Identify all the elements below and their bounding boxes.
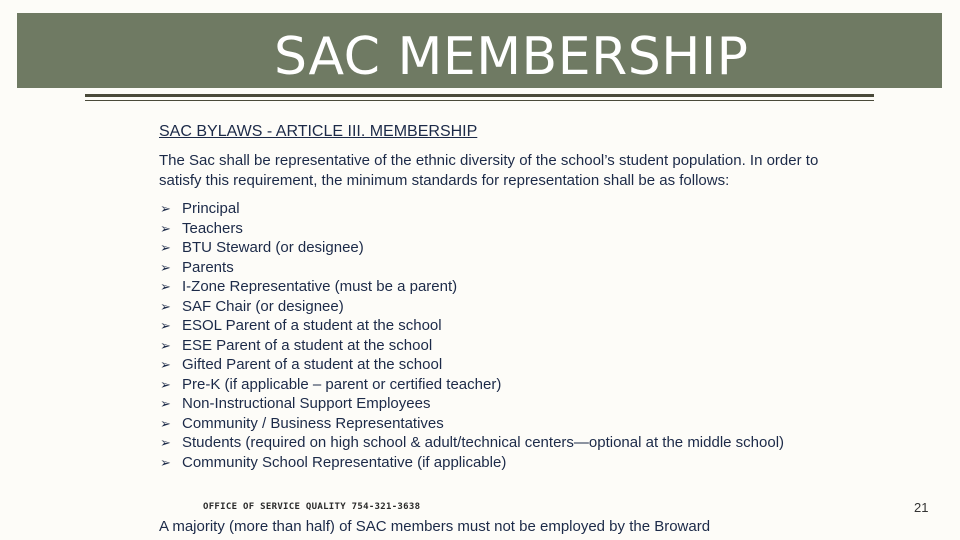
arrow-bullet-icon: ➢	[160, 201, 171, 216]
list-item: ➢ I-Zone Representative (must be a parent)	[160, 278, 458, 295]
arrow-bullet-icon: ➢	[160, 298, 171, 314]
list-item: ➢ Teachers	[160, 219, 243, 237]
list-item: ➢ Parents	[160, 258, 234, 276]
list-item: ➢ Pre-K (if applicable – parent or certified teacher)	[160, 375, 502, 393]
list-item: ➢ BTU Steward (or designee)	[160, 239, 364, 256]
arrow-bullet-icon: ➢	[160, 376, 171, 392]
membership-list	[159, 199, 859, 472]
intro-paragraph: The Sac shall be representative of the ethnic diversity of the school’s student population. In order to satisfy this requirement, the minimum standards for representation shall be as follows:	[159, 152, 819, 189]
list-item: ➢ Community / Business Representatives	[160, 414, 444, 432]
title-bar	[17, 13, 942, 88]
slide-title: SAC MEMBERSHIP	[274, 27, 749, 87]
list-item: ➢ Gifted Parent of a student at the school	[160, 356, 443, 373]
slide-content	[159, 122, 859, 472]
arrow-bullet-icon: ➢	[160, 415, 171, 431]
list-item: ➢ Principal	[160, 200, 240, 217]
list-item: ➢ Community School Representative (if applicable)	[160, 453, 507, 471]
arrow-bullet-icon: ➢	[160, 454, 171, 470]
title-divider-thin	[85, 100, 874, 101]
arrow-bullet-icon: ➢	[160, 220, 171, 236]
page-number: 21	[914, 500, 929, 515]
list-item: ➢ Students (required on high school & adult/technical centers—optional at the middle school)	[160, 434, 785, 451]
list-item: ➢ SAF Chair (or designee)	[160, 297, 344, 315]
majority-note: A majority (more than half) of SAC members must not be employed by the Broward	[159, 518, 711, 535]
office-footer: OFFICE OF SERVICE QUALITY 754-321-3638	[203, 502, 421, 512]
arrow-bullet-icon: ➢	[160, 357, 171, 372]
arrow-bullet-icon: ➢	[160, 435, 171, 450]
title-divider-thick	[85, 94, 874, 97]
section-heading: SAC BYLAWS - ARTICLE III. MEMBERSHIP	[159, 123, 478, 140]
list-item: ➢ Non-Instructional Support Employees	[160, 395, 431, 412]
list-item: ➢ ESE Parent of a student at the school	[160, 336, 433, 354]
arrow-bullet-icon: ➢	[160, 337, 171, 353]
arrow-bullet-icon: ➢	[160, 240, 171, 255]
arrow-bullet-icon: ➢	[160, 396, 171, 411]
list-item: ➢ ESOL Parent of a student at the school	[160, 317, 442, 334]
arrow-bullet-icon: ➢	[160, 318, 171, 333]
arrow-bullet-icon: ➢	[160, 279, 171, 294]
arrow-bullet-icon: ➢	[160, 259, 171, 275]
